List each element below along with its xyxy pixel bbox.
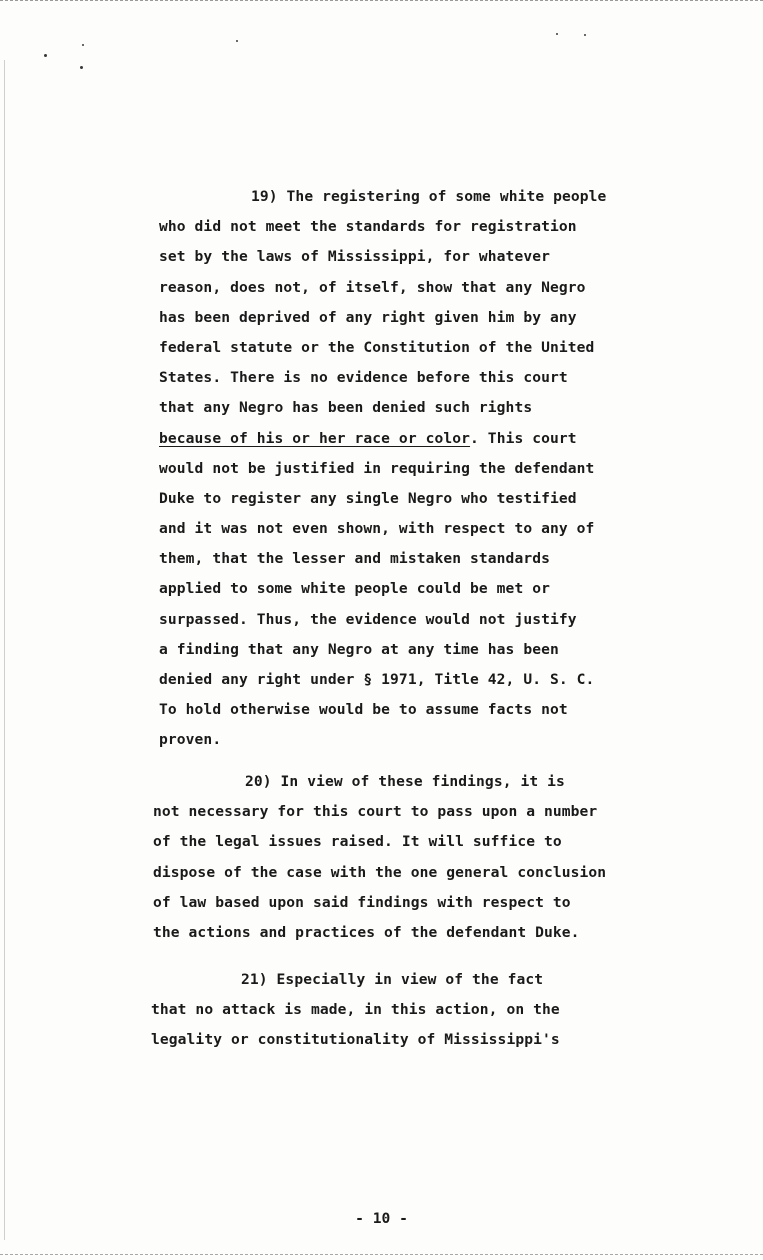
paragraph-line: who did not meet the standards for registration — [159, 218, 577, 236]
paragraph-line: proven. — [159, 731, 222, 749]
paragraph-line: applied to some white people could be met or — [159, 580, 550, 598]
paragraph-line: would not be justified in requiring the defendant — [159, 459, 595, 477]
scan-speck — [80, 66, 83, 69]
paragraph-line — [159, 424, 606, 454]
paragraph-21 — [151, 965, 560, 1056]
scan-speck — [82, 44, 84, 46]
scan-speck — [556, 33, 558, 35]
scan-edge-bottom — [0, 1254, 763, 1256]
scan-speck — [44, 54, 47, 57]
paragraph-line: set by the laws of Mississippi, for whatever — [159, 248, 550, 266]
scan-speck — [236, 40, 238, 42]
underlined-phrase: because of his or her race or color — [159, 429, 471, 447]
paragraph-line: of law based upon said findings with respect to — [153, 893, 571, 911]
paragraph-line: dispose of the case with the one general conclusion — [153, 863, 607, 881]
paragraph-line: not necessary for this court to pass upon a number — [153, 803, 598, 821]
paragraph-line: that no attack is made, in this action, on the — [151, 1001, 560, 1019]
scan-edge-left — [4, 60, 5, 1240]
paragraph-line: reason, does not, of itself, show that any Negro — [159, 278, 586, 296]
paragraph-line: legality or constitutionality of Mississippi's — [151, 1031, 560, 1049]
paragraph-line: the actions and practices of the defendant Duke. — [153, 923, 580, 941]
paragraph-line: of the legal issues raised. It will suffice to — [153, 833, 562, 851]
scan-edge-top — [0, 0, 763, 3]
paragraph-line: 21) Especially in view of the fact — [241, 971, 544, 988]
paragraph-line: 19) The registering of some white people — [251, 188, 607, 205]
paragraph-line: denied any right under § 1971, Title 42, U. S. C. — [159, 671, 595, 688]
paragraph-line: a finding that any Negro at any time has been — [159, 640, 559, 658]
paragraph-line: and it was not even shown, with respect to any of — [159, 520, 595, 538]
paragraph-line: Duke to register any single Negro who testified — [159, 489, 577, 507]
paragraph-line: federal statute or the Constitution of the United — [159, 338, 595, 356]
paragraph-line: To hold otherwise would be to assume facts not — [159, 701, 568, 719]
paragraph-20 — [153, 767, 606, 948]
paragraph-line: 20) In view of these findings, it is — [245, 773, 565, 790]
paragraph-line: has been deprived of any right given him by any — [159, 308, 577, 326]
paragraph-line: States. There is no evidence before this court — [159, 369, 568, 387]
paragraph-line: them, that the lesser and mistaken standards — [159, 550, 550, 568]
paragraph-19 — [159, 182, 606, 756]
scan-speck — [584, 34, 586, 36]
paragraph-line: surpassed. Thus, the evidence would not justify — [159, 610, 577, 628]
paragraph-line-rest: . This court — [470, 429, 577, 447]
paragraph-line: that any Negro has been denied such rights — [159, 399, 533, 417]
page-number: - 10 - — [355, 1210, 408, 1227]
